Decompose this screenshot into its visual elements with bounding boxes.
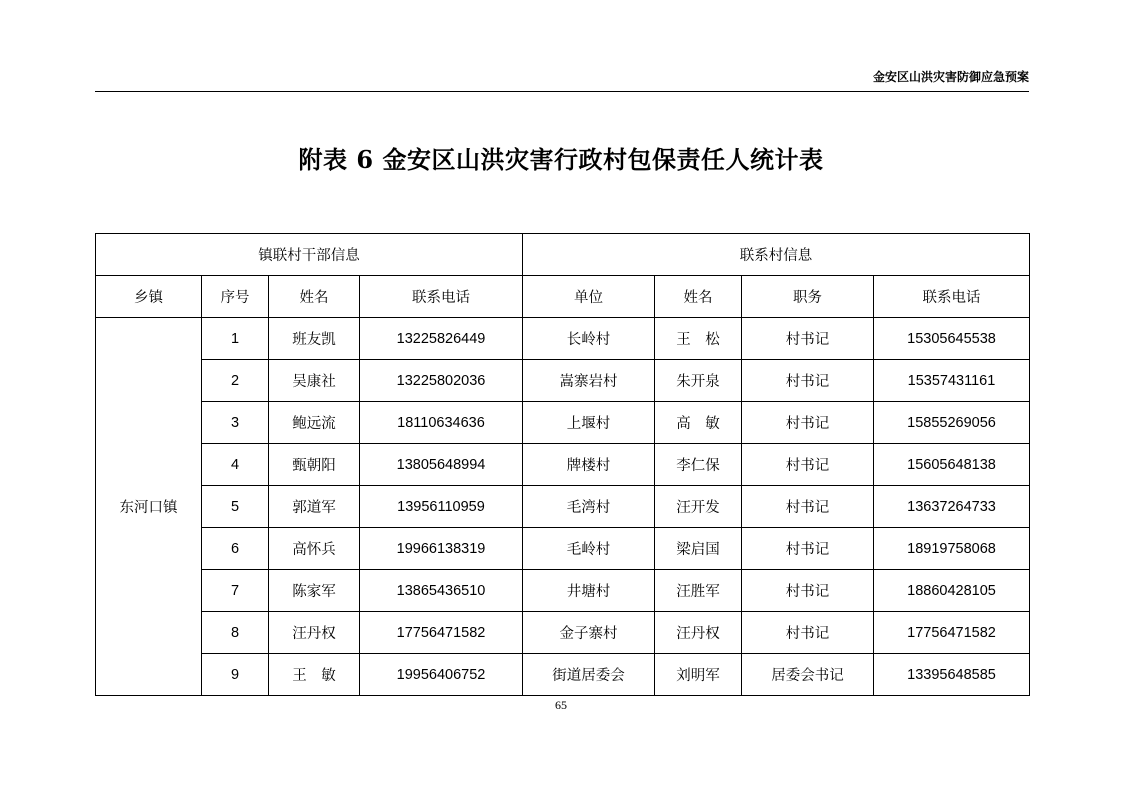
column-header: 乡镇 (96, 276, 202, 318)
position-cell: 村书记 (742, 318, 874, 360)
cadre-name-cell: 鲍远流 (269, 402, 360, 444)
contact-phone-cell: 15605648138 (874, 444, 1030, 486)
cadre-name-cell: 高怀兵 (269, 528, 360, 570)
cadre-phone-cell: 19956406752 (360, 654, 523, 696)
position-cell: 居委会书记 (742, 654, 874, 696)
group-header-row (96, 234, 1030, 276)
contact-phone-cell: 13395648585 (874, 654, 1030, 696)
page-number: 65 (555, 698, 567, 712)
seq-cell: 5 (202, 486, 269, 528)
contact-name-cell: 汪丹权 (655, 612, 742, 654)
column-header: 序号 (202, 276, 269, 318)
contact-name-cell: 汪胜军 (655, 570, 742, 612)
cadre-name-cell: 吴康社 (269, 360, 360, 402)
town-cell: 东河口镇 (96, 318, 202, 696)
contact-name-cell: 汪开发 (655, 486, 742, 528)
table-row (96, 360, 1030, 402)
cadre-name-cell: 王 敏 (269, 654, 360, 696)
seq-cell: 2 (202, 360, 269, 402)
contact-name-cell: 刘明军 (655, 654, 742, 696)
position-cell: 村书记 (742, 486, 874, 528)
seq-cell: 9 (202, 654, 269, 696)
column-header: 联系电话 (360, 276, 523, 318)
contact-name-cell: 朱开泉 (655, 360, 742, 402)
contact-phone-cell: 15855269056 (874, 402, 1030, 444)
running-header: 金安区山洪灾害防御应急预案 (95, 68, 1029, 92)
contact-name-cell: 梁启国 (655, 528, 742, 570)
village-cell: 金子寨村 (523, 612, 655, 654)
village-cell: 上堰村 (523, 402, 655, 444)
village-cell: 毛岭村 (523, 528, 655, 570)
contact-phone-cell: 13637264733 (874, 486, 1030, 528)
position-cell: 村书记 (742, 528, 874, 570)
page-title: 附表 6 金安区山洪灾害行政村包保责任人统计表 (298, 145, 824, 174)
seq-cell: 7 (202, 570, 269, 612)
seq-cell: 1 (202, 318, 269, 360)
cadre-name-cell: 陈家军 (269, 570, 360, 612)
cadre-phone-cell: 13225826449 (360, 318, 523, 360)
village-cell: 牌楼村 (523, 444, 655, 486)
cadre-name-cell: 甄朝阳 (269, 444, 360, 486)
village-cell: 街道居委会 (523, 654, 655, 696)
cadre-phone-cell: 13805648994 (360, 444, 523, 486)
table-row (96, 612, 1030, 654)
contact-phone-cell: 18919758068 (874, 528, 1030, 570)
table-row (96, 528, 1030, 570)
village-cell: 长岭村 (523, 318, 655, 360)
column-header: 联系电话 (874, 276, 1030, 318)
contact-name-cell: 高 敏 (655, 402, 742, 444)
cadre-name-cell: 郭道军 (269, 486, 360, 528)
contact-name-cell: 王 松 (655, 318, 742, 360)
column-header-row (96, 276, 1030, 318)
seq-cell: 4 (202, 444, 269, 486)
village-cell: 井塘村 (523, 570, 655, 612)
contact-phone-cell: 15305645538 (874, 318, 1030, 360)
table-row (96, 318, 1030, 360)
village-cell: 嵩寨岩村 (523, 360, 655, 402)
column-header: 姓名 (269, 276, 360, 318)
contact-phone-cell: 17756471582 (874, 612, 1030, 654)
contact-name-cell: 李仁保 (655, 444, 742, 486)
cadre-phone-cell: 17756471582 (360, 612, 523, 654)
position-cell: 村书记 (742, 570, 874, 612)
cadre-phone-cell: 13865436510 (360, 570, 523, 612)
contact-phone-cell: 15357431161 (874, 360, 1030, 402)
contact-table (95, 233, 1030, 696)
position-cell: 村书记 (742, 444, 874, 486)
table-row (96, 570, 1030, 612)
cadre-name-cell: 班友凯 (269, 318, 360, 360)
table-row (96, 486, 1030, 528)
seq-cell: 3 (202, 402, 269, 444)
cadre-phone-cell: 18110634636 (360, 402, 523, 444)
position-cell: 村书记 (742, 612, 874, 654)
column-header: 姓名 (655, 276, 742, 318)
table-row (96, 444, 1030, 486)
cadre-name-cell: 汪丹权 (269, 612, 360, 654)
seq-cell: 6 (202, 528, 269, 570)
village-cell: 毛湾村 (523, 486, 655, 528)
column-header: 职务 (742, 276, 874, 318)
cadre-phone-cell: 13225802036 (360, 360, 523, 402)
group-header-village-contact: 联系村信息 (523, 234, 1030, 276)
position-cell: 村书记 (742, 402, 874, 444)
contact-phone-cell: 18860428105 (874, 570, 1030, 612)
seq-cell: 8 (202, 612, 269, 654)
column-header: 单位 (523, 276, 655, 318)
table-row (96, 654, 1030, 696)
cadre-phone-cell: 13956110959 (360, 486, 523, 528)
table-row (96, 402, 1030, 444)
group-header-town-cadre: 镇联村干部信息 (96, 234, 523, 276)
position-cell: 村书记 (742, 360, 874, 402)
cadre-phone-cell: 19966138319 (360, 528, 523, 570)
